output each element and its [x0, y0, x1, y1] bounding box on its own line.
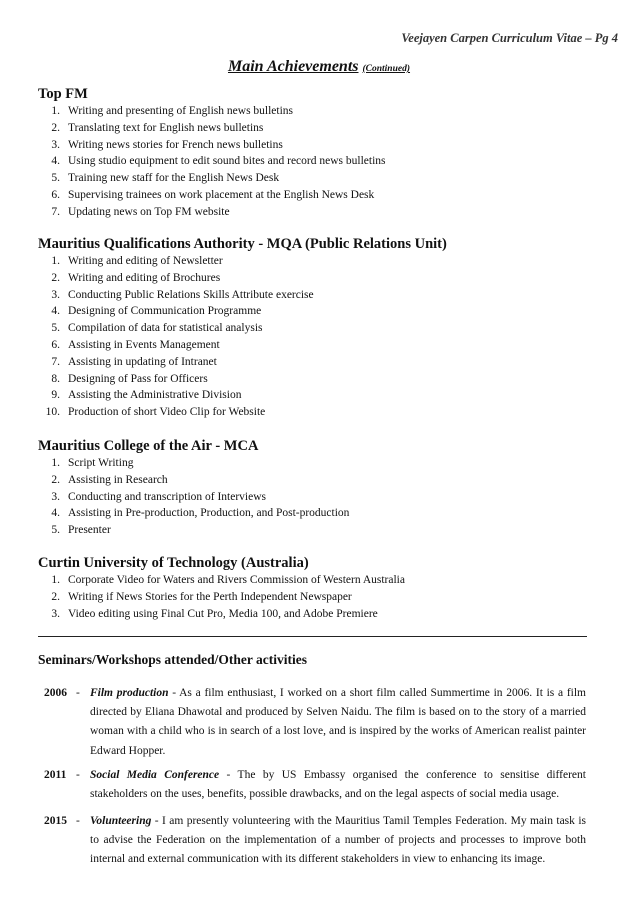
list-item: 8. Designing of Pass for Officers: [51, 372, 208, 385]
activity-dash: -: [76, 815, 80, 827]
list-item: 5. Presenter: [51, 524, 111, 537]
list-item: 4. Designing of Communication Programme: [51, 305, 262, 318]
activity-year: 2015: [44, 815, 67, 827]
running-header: Veejayen Carpen Curriculum Vitae – Pg 4: [401, 31, 618, 45]
activity-text: - As a film enthusiast, I worked on a short film called Summertime in 2006. It is a film directed by Eliana Dhawotal and produced by Selven Naidu. The film is based on to the story of a married woman with a child who is in search of a lost love, and is inspired by the works of American realist painter Edward Hopper.: [90, 687, 586, 757]
activity-entry-2015: [38, 812, 586, 870]
list-item: 6. Assisting in Events Management: [51, 338, 220, 351]
activity-title: Social Media Conference: [90, 769, 220, 781]
list-item: 1. Corporate Video for Waters and Rivers Commission of Western Australia: [51, 574, 405, 586]
list-item: 3. Conducting and transcription of Interviews: [51, 490, 267, 503]
list-item: 9. Assisting the Administrative Division: [51, 389, 242, 402]
achievement-list: [38, 572, 598, 622]
list-item: 3. Writing news stories for French news bulletins: [51, 138, 283, 151]
seminars-heading: Seminars/Workshops attended/Other activities: [38, 652, 308, 667]
list-item: 2. Assisting in Research: [51, 473, 168, 486]
section-heading: Mauritius Qualifications Authority - MQA (Public Relations Unit): [38, 236, 447, 252]
list-item: 7. Assisting in updating of Intranet: [51, 355, 217, 368]
list-item: 3. Conducting Public Relations Skills Attribute exercise: [51, 288, 314, 301]
achievement-list: [38, 103, 598, 221]
activity-entry-2011: [38, 766, 586, 804]
list-item: 6. Supervising trainees on work placement at the English News Desk: [51, 188, 375, 201]
list-item: 2. Translating text for English news bulletins: [51, 121, 264, 134]
list-item: 1. Writing and presenting of English news bulletins: [51, 105, 294, 117]
activity-body: [90, 766, 586, 804]
achievement-list: [38, 455, 598, 539]
list-item: 4. Using studio equipment to edit sound bites and record news bulletins: [51, 155, 386, 168]
activity-year: 2006: [44, 687, 67, 699]
list-item: 1. Writing and editing of Newsletter: [51, 255, 223, 267]
list-item: 4. Assisting in Pre-production, Production, and Post-production: [51, 507, 350, 520]
section-curtin: [38, 554, 598, 622]
activity-body: [90, 812, 586, 870]
activity-year: 2011: [44, 769, 67, 781]
section-mqa: [38, 235, 598, 421]
activity-title: Film production: [90, 687, 169, 699]
page-title-text: Main Achievements: [227, 58, 359, 75]
list-item: 5. Compilation of data for statistical analysis: [51, 322, 263, 335]
section-heading: Mauritius College of the Air - MCA: [38, 438, 259, 454]
section-heading: Curtin University of Technology (Australia): [38, 555, 309, 571]
activity-body: [90, 684, 586, 761]
activity-title: Volunteering: [90, 815, 152, 827]
page-title: [0, 58, 638, 76]
activity-dash: -: [76, 769, 80, 781]
activity-text: - I am presently volunteering with the Mauritius Tamil Temples Federation. My main task is to advise the Federation on the implementation of a number of projects and processes to improve both internal and external communication with its different stakeholders in view to enhancing its image.: [90, 815, 586, 866]
activity-text: - The by US Embassy organised the conference to sensitise different stakeholders on the uses, benefits, possible drawbacks, and on the legal aspects of social media usage.: [90, 769, 586, 801]
list-item: 5. Training new staff for the English News Desk: [51, 172, 280, 185]
list-item: 3. Video editing using Final Cut Pro, Media 100, and Adobe Premiere: [51, 607, 378, 620]
list-item: 10. Production of short Video Clip for Website: [45, 406, 266, 419]
continued-label: (Continued): [362, 64, 411, 74]
section-mca: [38, 437, 598, 539]
section-heading: Top FM: [38, 86, 88, 102]
list-item: 2. Writing if News Stories for the Perth Independent Newspaper: [51, 590, 352, 603]
list-item: 1. Script Writing: [51, 457, 134, 469]
activity-entry-2006: [38, 684, 586, 761]
list-item: 7. Updating news on Top FM website: [51, 205, 230, 218]
section-divider: [38, 636, 587, 637]
section-top-fm: [38, 85, 598, 221]
achievement-list: [38, 253, 598, 421]
list-item: 2. Writing and editing of Brochures: [51, 271, 221, 284]
activity-dash: -: [76, 687, 80, 699]
